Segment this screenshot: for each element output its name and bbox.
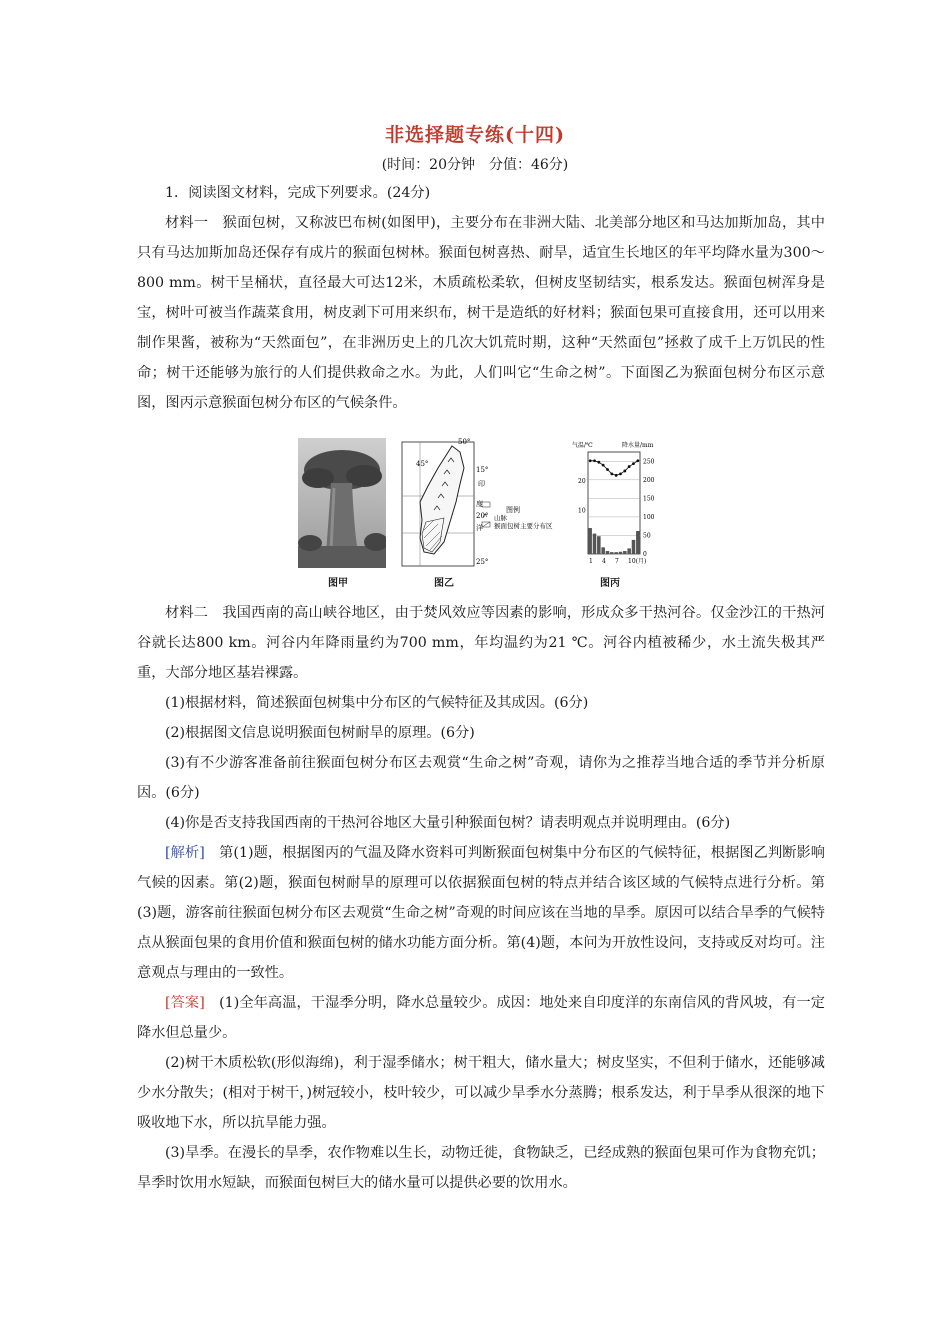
material-2-text: 材料二 我国西南的高山峡谷地区，由于焚风效应等因素的影响，形成众多干热河谷。仅金沙江的干热河谷就长达800 km。河谷内年降雨量约为700 mm，年均温约为21 ℃。河谷内植被稀少，水土流失极其严重，大部分地区基岩裸露。 xyxy=(137,605,825,681)
question-1-intro: 1．阅读图文材料，完成下列要求。(24分) xyxy=(165,185,431,201)
answer-text-1: (1)全年高温，干湿季分明，降水总量较少。成因：地处来自印度洋的东南信风的背风坡，有一定降水但总量少。 xyxy=(137,995,825,1041)
question-part-4: (4)你是否支持我国西南的干热河谷地区大量引种猴面包树？请表明观点并说明理由。(6分) xyxy=(165,815,731,831)
y-right-tick-label: 50 xyxy=(643,532,651,540)
y-right-tick-label: 150 xyxy=(643,495,655,503)
answer-paragraph-2: (2)树干木质松软(形似海绵)，利于湿季储水；树干粗大，储水量大；树皮坚实，不但利于储水，还能够减少水分散失；(相对于树干，)树冠较小，枝叶较少，可以减少旱季水分蒸腾；根系发达，利于旱季从很深的地下吸收地下水，所以抗旱能力强。 xyxy=(137,1055,825,1131)
analysis-tag: [解析] xyxy=(165,845,205,861)
figure-yi-caption: 图乙 xyxy=(434,578,454,589)
x-tick-label: 1 xyxy=(589,558,593,565)
x-tick-label: 4 xyxy=(602,558,606,565)
analysis-text: 第(1)题，根据图丙的气温及降水资料可判断猴面包树集中分布区的气候特征，根据图乙判断影响气候的因素。第(2)题，猴面包树耐旱的原理可以依据猴面包树的特点并结合该区域的气候特点进行分析。第(3)题，游客前往猴面包树分布区去观赏“生命之树”奇观的时间应该在当地的旱季。原因可以结合旱季的气候特点从猴面包果的食用价值和猴面包树的储水功能方面分析。第(4)题，本问为开放性设问，支持或反对均可。注意观点与理由的一致性。 xyxy=(137,845,825,981)
question-part-3: (3)有不少游客准备前往猴面包树分布区去观赏“生命之树”奇观，请你为之推荐当地合适的季节并分析原因。(6分) xyxy=(137,755,825,801)
precip-bar xyxy=(593,534,597,554)
precip-bar xyxy=(606,551,610,554)
temperature-point xyxy=(593,459,596,462)
temperature-point xyxy=(615,474,618,477)
y-right-tick-label: 250 xyxy=(643,458,655,466)
temperature-point xyxy=(619,472,622,475)
temperature-point xyxy=(623,470,626,473)
precip-bar xyxy=(619,552,623,554)
time-score-line: (时间：20分钟 分值：46分) xyxy=(381,157,569,173)
temperature-point xyxy=(589,459,592,462)
page-title: 非选择题专练(十四) xyxy=(385,124,565,146)
y-right-tick-label: 0 xyxy=(643,551,647,558)
legend-area: 猴面包树主要分布区 xyxy=(494,522,553,530)
temperature-point xyxy=(636,459,639,462)
precip-bar xyxy=(610,552,614,554)
precip-bar xyxy=(636,531,640,554)
temperature-point xyxy=(632,462,635,465)
y-right-axis-label: 降水量/mm xyxy=(622,442,654,449)
y-right-tick-label: 200 xyxy=(643,476,655,484)
answer-paragraph-3: (3)旱季。在漫长的旱季，农作物难以生长，动物迁徙，食物缺乏，已经成熟的猴面包果可作为食物充饥；旱季时饮用水短缺，而猴面包树巨大的储水量可以提供必要的饮用水。 xyxy=(137,1145,825,1191)
answer-paragraph-1 xyxy=(137,988,825,1048)
lat-label-50: 50° xyxy=(458,438,471,446)
ocean-label-3: 洋 xyxy=(476,524,483,532)
lat-label-20: 20° xyxy=(476,512,489,520)
material-1-text: 材料一 猴面包树，又称波巴布树(如图甲)，主要分布在非洲大陆、北美部分地区和马达加斯加岛，其中只有马达加斯加岛还保存有成片的猴面包树林。猴面包树喜热、耐旱，适宜生长地区的年平均降水量为300～800 mm。树干呈桶状，直径最大可达12米，木质疏松柔软，但树皮坚韧结实，根系发达。猴面包树浑身是宝，树叶可被当作蔬菜食用，树皮剥下可用来织布，树干是造纸的好材料；猴面包果可直接食用，还可以用来制作果酱，被称为“天然面包”，在非洲历史上的几次大饥荒时期，这种“天然面包”拯救了成千上万饥民的性命；树干还能够为旅行的人们提供救命之水。为此，人们叫它“生命之树”。下面图乙为猴面包树分布区示意图，图丙示意猴面包树分布区的气候条件。 xyxy=(137,215,825,411)
y-left-tick-label: 20 xyxy=(578,478,586,486)
lat-label-15: 15° xyxy=(476,466,489,474)
precip-bar xyxy=(632,540,636,554)
x-tick-label: 7 xyxy=(615,558,619,565)
question-1-block xyxy=(137,178,825,418)
precip-bar xyxy=(588,528,592,554)
x-tick-label: 10(月) xyxy=(628,558,647,565)
question-part-2: (2)根据图文信息说明猴面包树耐旱的原理。(6分) xyxy=(165,725,475,741)
question-part-1: (1)根据材料，简述猴面包树集中分布区的气候特征及其成因。(6分) xyxy=(165,695,589,711)
figure-jia-caption: 图甲 xyxy=(328,578,348,589)
temperature-line xyxy=(590,461,638,476)
analysis-paragraph xyxy=(137,838,825,988)
baobab-photo xyxy=(298,438,386,568)
lat-label-25: 25° xyxy=(476,558,489,566)
madagascar-map xyxy=(398,438,558,570)
temperature-point xyxy=(597,461,600,464)
y-right-tick-label: 100 xyxy=(643,513,655,521)
y-left-tick-label: 10 xyxy=(578,507,586,515)
precip-bar xyxy=(614,552,618,554)
answer-tag: [答案] xyxy=(165,995,205,1011)
figure-bing xyxy=(570,438,664,589)
ocean-label-2: 度 xyxy=(476,500,483,508)
precip-bar xyxy=(597,536,601,554)
legend-title: 图例 xyxy=(506,506,520,514)
temperature-point xyxy=(602,464,605,467)
figure-group xyxy=(298,438,658,590)
precip-bar xyxy=(627,548,631,554)
ocean-label-1: 印 xyxy=(478,480,485,488)
figure-yi xyxy=(398,438,558,589)
climate-chart xyxy=(570,438,664,572)
y-left-axis-label: 气温/℃ xyxy=(572,442,593,449)
temperature-point xyxy=(606,468,609,471)
question-parts-block xyxy=(137,598,825,1198)
precip-bar xyxy=(601,547,605,554)
temperature-point xyxy=(628,465,631,468)
figure-jia xyxy=(298,438,386,589)
precip-bar xyxy=(623,551,627,554)
legend-mountain: 山脉 xyxy=(494,514,507,522)
temperature-point xyxy=(610,472,613,475)
figure-bing-caption: 图丙 xyxy=(600,578,620,589)
lon-label-45: 45° xyxy=(416,460,429,468)
